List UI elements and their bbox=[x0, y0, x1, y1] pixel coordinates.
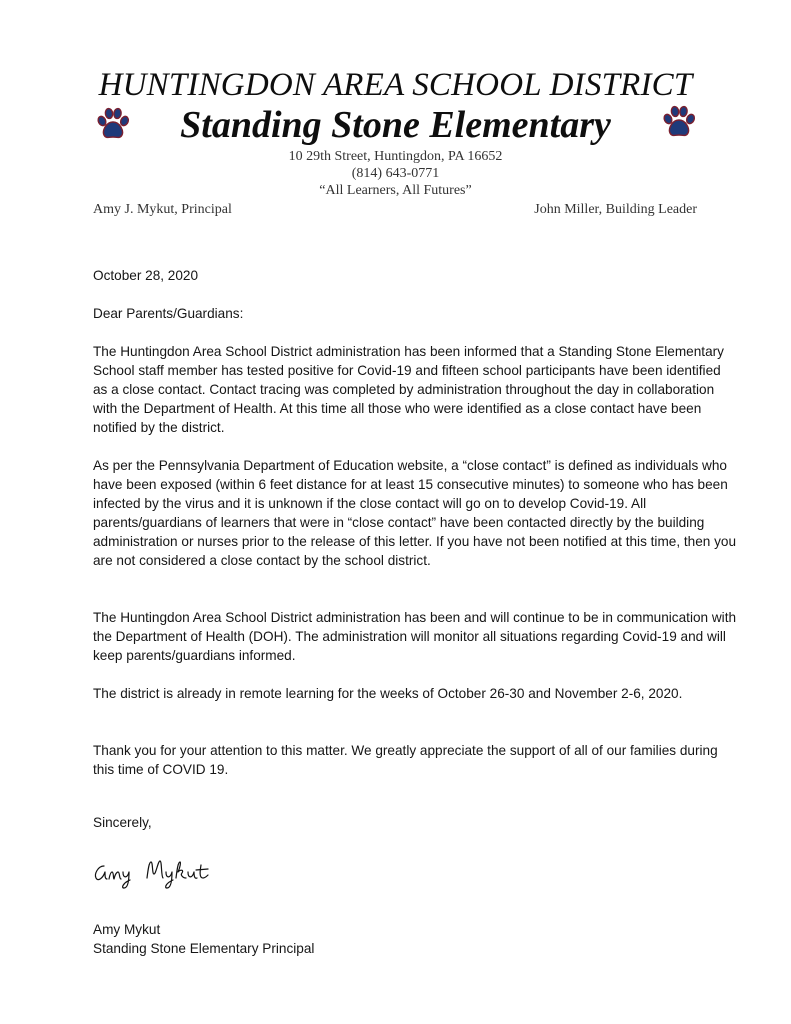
letter-date: October 28, 2020 bbox=[93, 268, 199, 283]
paragraph-close-contact-definition bbox=[93, 456, 753, 570]
building-leader-name: John Miller, Building Leader bbox=[534, 202, 697, 217]
school-address: 10 29th Street, Huntingdon, PA 16652 bbox=[288, 149, 503, 164]
paragraph-text: As per the Pennsylvania Department of Education website, a “close contact” is defined as individuals who have been exposed (within 6 feet distance for at least 15 consecutive minutes) to someone who has been infected by the virus and it is unknown if the close contact will go on to develop Covid-19. All parents/guardians of learners that were in “close contact” have been contacted directly by the building administration or nurses prior to the release of this letter. If you have not been notified at this time, then you are not considered a close contact by the school district. bbox=[93, 458, 737, 568]
salutation: Dear Parents/Guardians: bbox=[93, 306, 244, 321]
closing: Sincerely, bbox=[93, 815, 152, 830]
paragraph-thank-you bbox=[93, 741, 733, 779]
school-name: Standing Stone Elementary bbox=[180, 104, 611, 146]
principal-name: Amy J. Mykut, Principal bbox=[93, 202, 232, 217]
paragraph-doh-communication bbox=[93, 608, 753, 665]
paragraph-text: Thank you for your attention to this matter. We greatly appreciate the support of all of our families during this time of COVID 19. bbox=[93, 743, 718, 777]
signer-title: Standing Stone Elementary Principal bbox=[93, 941, 315, 956]
paragraph-notification bbox=[93, 342, 733, 437]
handwritten-signature bbox=[92, 852, 242, 892]
school-motto: “All Learners, All Futures” bbox=[319, 183, 472, 198]
paw-print-icon bbox=[661, 104, 697, 140]
paragraph-remote-learning bbox=[93, 684, 733, 703]
paragraph-text: The Huntingdon Area School District administration has been and will continue to be in communication with the Department of Health (DOH). The administration will monitor all situations regarding Covid-19 and will keep parents/guardians informed. bbox=[93, 610, 737, 663]
district-name: HUNTINGDON AREA SCHOOL DISTRICT bbox=[98, 67, 693, 103]
paragraph-text: The Huntingdon Area School District administration has been informed that a Standing Stone Elementary School staff member has tested positive for Covid-19 and fifteen school participants have been identified as a close contact. Contact tracing was completed by administration throughout the day in collaboration with the Department of Health. At this time all those who were identified as a close contact have been notified by the district. bbox=[93, 344, 724, 435]
signer-name: Amy Mykut bbox=[93, 922, 161, 937]
paragraph-text: The district is already in remote learning for the weeks of October 26-30 and November 2-6, 2020. bbox=[93, 686, 683, 701]
school-phone: (814) 643-0771 bbox=[351, 166, 440, 181]
